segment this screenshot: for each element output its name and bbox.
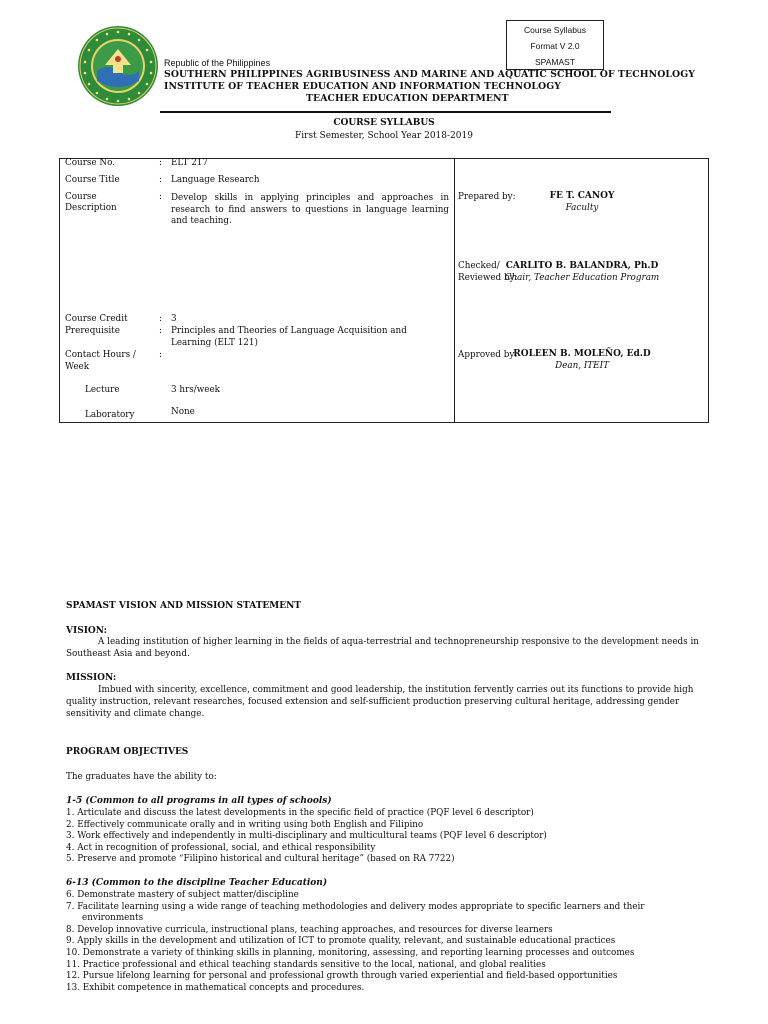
program-objectives-intro: The graduates have the ability to: — [66, 772, 217, 782]
course-no-label: Course No. — [65, 158, 116, 168]
list-item: 13. Exhibit competence in mathematical concepts and procedures. — [66, 982, 365, 993]
mission-text: Imbued with sincerity, excellence, commitment and good leadership, the institution fervently carries out its functions to provide high quality instruction, relevant researches, focused extension and self-sufficient production preserving cultural heritage, addressing gender sensitivity and climate change. — [66, 685, 694, 719]
prerequisite-label: Prerequisite — [65, 326, 120, 336]
prerequisite-value: Principles and Theories of Language Acquisition and Learning (ELT 121) — [171, 326, 407, 348]
table-divider — [454, 158, 455, 423]
course-title-label: Course Title — [65, 175, 120, 185]
list-item: 8. Develop innovative curricula, instructional plans, teaching approaches, and resources for diverse learners — [66, 924, 553, 935]
list-item: 12. Pursue lifelong learning for personal and professional growth through varied experiential and field-based opportunities — [66, 971, 618, 982]
list-item: 10. Demonstrate a variety of thinking skills in planning, monitoring, assessing, and reporting learning processes and outcomes — [66, 947, 635, 958]
approved-by-label: Approved by: — [458, 350, 518, 360]
approved-by-name: ROLEEN B. MOLEÑO, Ed.D — [513, 349, 651, 359]
program-objectives-heading: PROGRAM OBJECTIVES — [66, 747, 189, 757]
laboratory-value: None — [171, 407, 195, 417]
objectives-group-heading: 1-5 (Common to all programs in all types of schools) — [66, 796, 332, 806]
header-republic: Republic of the Philippines — [164, 58, 271, 68]
list-item: 5. Preserve and promote “Filipino historical and cultural heritage” (based on RA 7722) — [66, 854, 455, 865]
header-rule — [160, 111, 611, 113]
format-box — [506, 20, 604, 70]
laboratory-label: Laboratory — [85, 410, 135, 420]
prepared-by-title: Faculty — [565, 203, 599, 213]
course-credit-value: 3 — [171, 314, 177, 324]
header-department: TEACHER EDUCATION DEPARTMENT — [306, 93, 509, 104]
approved-by-title: Dean, ITEIT — [555, 361, 609, 371]
list-item: 3. Work effectively and independently in multi-disciplinary and multicultural teams (PQF level 6 descriptor) — [66, 831, 547, 842]
prepared-by-name: FE T. CANOY — [549, 191, 615, 201]
list-item: 11. Practice professional and ethical teaching standards sensitive to the local, national, and global realities — [66, 959, 546, 970]
school-seal-icon — [77, 25, 159, 107]
lecture-label: Lecture — [85, 385, 120, 395]
list-item: 4. Act in recognition of professional, social, and ethical responsibility — [66, 842, 376, 853]
objectives-group-heading: 6-13 (Common to the discipline Teacher Education) — [66, 878, 328, 888]
list-item: 2. Effectively communicate orally and in writing using both English and Filipino — [66, 819, 424, 830]
format-line: SPAMAST — [535, 57, 575, 67]
checked-by-name: CARLITO B. BALANDRA, Ph.D — [505, 261, 659, 271]
format-line: Course Syllabus — [524, 25, 586, 35]
format-line: Format V 2.0 — [530, 41, 580, 51]
course-desc-label: Description — [65, 203, 117, 213]
list-item: 6. Demonstrate mastery of subject matter/discipline — [66, 890, 299, 900]
list-item-continuation: environments — [82, 913, 144, 924]
vision-label: VISION: — [66, 626, 107, 636]
objectives-list — [66, 890, 712, 994]
colon: : — [159, 158, 162, 168]
course-title-value: Language Research — [171, 175, 260, 185]
colon: : — [159, 192, 162, 202]
course-desc-label: Course — [65, 192, 97, 202]
colon: : — [159, 326, 162, 336]
contact-hours-label: Week — [65, 362, 90, 372]
course-no-value: ELT 217 — [171, 158, 208, 168]
vision-mission-heading: SPAMAST VISION AND MISSION STATEMENT — [66, 601, 302, 611]
colon: : — [159, 314, 162, 324]
header-institute: INSTITUTE OF TEACHER EDUCATION AND INFORMATION TECHNOLOGY — [164, 81, 562, 92]
header-school: SOUTHERN PHILIPPINES AGRIBUSINESS AND MARINE AND AQUATIC SCHOOL OF TECHNOLOGY — [164, 69, 696, 80]
syllabus-semester: First Semester, School Year 2018-2019 — [295, 131, 473, 141]
mission-label: MISSION: — [66, 673, 117, 683]
course-description: Develop skills in applying principles and approaches in research to find answers to questions in language learning and teaching. — [171, 193, 449, 226]
checked-by-title: Chair, Teacher Education Program — [504, 273, 660, 283]
colon: : — [159, 350, 162, 360]
lecture-value: 3 hrs/week — [171, 385, 221, 395]
objectives-list — [66, 808, 712, 866]
list-item: 9. Apply skills in the development and utilization of ICT to promote quality, relevant, and sustainable educational practices — [66, 936, 616, 947]
list-item: 7. Facilitate learning using a wide range of teaching methodologies and delivery modes appropriate to specific learners and their — [66, 901, 645, 912]
colon: : — [159, 175, 162, 185]
syllabus-title: COURSE SYLLABUS — [333, 118, 435, 128]
checked-by-label: Checked/ — [458, 261, 500, 271]
contact-hours-label: Contact Hours / — [65, 350, 136, 360]
list-item: 1. Articulate and discuss the latest developments in the specific field of practice (PQF level 6 descriptor) — [66, 808, 534, 818]
prepared-by-label: Prepared by: — [458, 192, 516, 202]
course-credit-label: Course Credit — [65, 314, 128, 324]
checked-by-label: Reviewed by: — [458, 273, 518, 283]
vision-text: A leading institution of higher learning in the fields of aqua-terrestrial and technopreneurship responsive to the development needs in Southeast Asia and beyond. — [66, 637, 699, 659]
